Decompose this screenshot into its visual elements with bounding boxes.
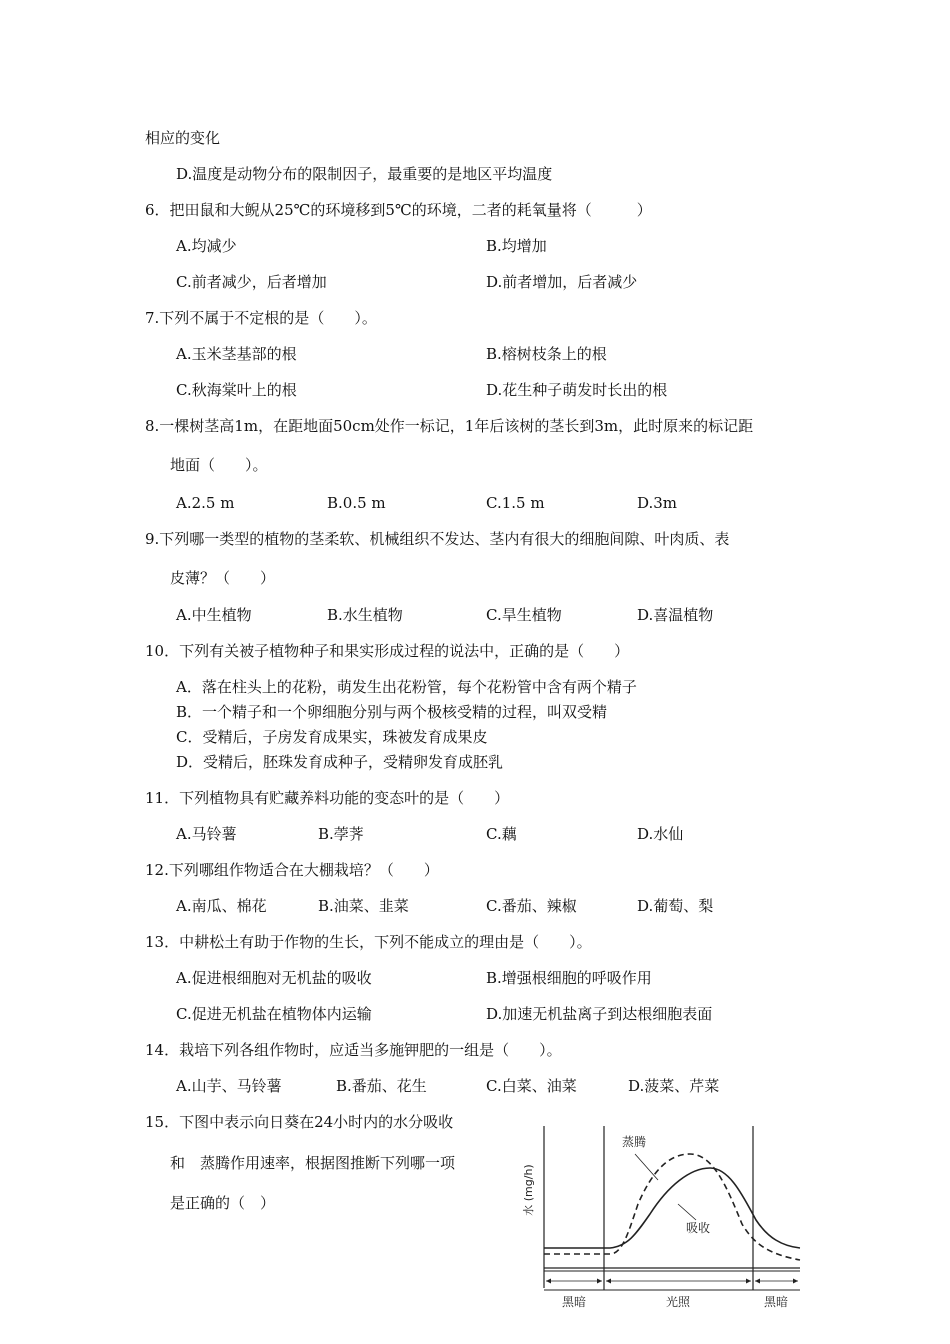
arrowhead: [597, 1279, 602, 1284]
q8-option-c: C.1.5 m: [486, 494, 545, 512]
q10-option-a: A．落在柱头上的花粉，萌发生出花粉管，每个花粉管中含有两个精子: [176, 678, 637, 696]
q14-option-d: D.菠菜、芹菜: [628, 1077, 720, 1095]
q6-option-a: A.均减少: [176, 237, 237, 255]
arrowhead: [755, 1279, 760, 1284]
arrowhead: [606, 1279, 611, 1284]
arrowhead: [793, 1279, 798, 1284]
q10-option-b: B．一个精子和一个卵细胞分别与两个极核受精的过程，叫双受精: [176, 703, 608, 721]
question-15-stem: 15．下图中表示向日葵在24小时内的水分吸收: [145, 1113, 454, 1131]
question-9-stem: 9.下列哪一类型的植物的茎柔软、机械组织不发达、茎内有很大的细胞间隙、叶肉质、表: [145, 530, 730, 548]
q11-option-b: B.荸荠: [318, 825, 364, 843]
q11-option-c: C.藕: [486, 825, 517, 843]
q8-option-b: B.0.5 m: [327, 494, 386, 512]
question-15-stem-cont: 和 蒸腾作用速率，根据图推断下列哪一项: [170, 1154, 456, 1172]
question-15-stem-end: 是正确的（ ）: [170, 1194, 276, 1212]
q7-option-c: C.秋海棠叶上的根: [176, 381, 297, 399]
q6-option-c: C.前者减少，后者增加: [176, 273, 327, 291]
q9-option-c: C.旱生植物: [486, 606, 562, 624]
q11-option-a: A.马铃薯: [176, 825, 237, 843]
period-dark-2: 黑暗: [763, 1295, 789, 1309]
q7-option-b: B.榕树枝条上的根: [486, 345, 607, 363]
q6-option-b: B.均增加: [486, 237, 547, 255]
q8-option-a: A.2.5 m: [176, 494, 235, 512]
q9-option-d: D.喜温植物: [637, 606, 714, 624]
q12-option-a: A.南瓜、棉花: [176, 897, 267, 915]
q12-option-d: D.葡萄、梨: [637, 897, 714, 915]
q6-option-d: D.前者增加，后者减少: [486, 273, 638, 291]
q14-option-a: A.山芋、马铃薯: [176, 1077, 282, 1095]
intro-continuation: 相应的变化: [145, 129, 221, 147]
q13-option-c: C.促进无机盐在植物体内运输: [176, 1005, 372, 1023]
period-light: 光照: [665, 1295, 691, 1309]
absorption-curve: [544, 1168, 800, 1248]
q8-option-d: D.3m: [637, 494, 678, 512]
question-12-stem: 12.下列哪组作物适合在大棚栽培？（ ）: [145, 861, 439, 879]
q12-option-b: B.油菜、韭菜: [318, 897, 409, 915]
q10-option-c: C．受精后，子房发育成果实，珠被发育成果皮: [176, 728, 488, 746]
question-14-stem: 14．栽培下列各组作物时，应适当多施钾肥的一组是（ ）。: [145, 1041, 562, 1059]
question-6-stem: 6．把田鼠和大鲵从25℃的环境移到5℃的环境，二者的耗氧量将（ ）: [145, 201, 652, 219]
q13-option-d: D.加速无机盐离子到达根细胞表面: [486, 1005, 713, 1023]
q9-option-a: A.中生植物: [176, 606, 252, 624]
arrowhead: [746, 1279, 751, 1284]
question-7-stem: 7.下列不属于不定根的是（ ）。: [145, 309, 377, 327]
q7-option-d: D.花生种子萌发时长出的根: [486, 381, 668, 399]
question-10-stem: 10．下列有关被子植物种子和果实形成过程的说法中，正确的是（ ）: [145, 642, 630, 660]
q11-option-d: D.水仙: [637, 825, 684, 843]
transpiration-curve: [544, 1154, 800, 1260]
q13-option-a: A.促进根细胞对无机盐的吸收: [176, 969, 372, 987]
transpiration-label: 蒸腾: [622, 1135, 647, 1149]
q14-option-b: B.番茄、花生: [336, 1077, 427, 1095]
arrowhead: [546, 1279, 551, 1284]
question-11-stem: 11．下列植物具有贮藏养料功能的变态叶的是（ ）: [145, 789, 510, 807]
question-8-stem-cont: 地面（ ）。: [170, 456, 268, 474]
water-rate-figure: [518, 1118, 808, 1318]
q14-option-c: C.白菜、油菜: [486, 1077, 577, 1095]
question-8-stem: 8.一棵树茎高1m，在距地面50cm处作一标记，1年后该树的茎长到3m，此时原来的标记距: [145, 417, 754, 435]
q10-option-d: D．受精后，胚珠发育成种子，受精卵发育成胚乳: [176, 753, 504, 771]
q7-option-a: A.玉米茎基部的根: [176, 345, 297, 363]
y-axis-label: 水 (mg/h): [522, 1164, 535, 1216]
intro-option-d: D.温度是动物分布的限制因子，最重要的是地区平均温度: [176, 165, 553, 183]
period-dark-1: 黑暗: [561, 1295, 587, 1309]
q13-option-b: B.增强根细胞的呼吸作用: [486, 969, 652, 987]
q12-option-c: C.番茄、辣椒: [486, 897, 577, 915]
question-13-stem: 13．中耕松土有助于作物的生长，下列不能成立的理由是（ ）。: [145, 933, 592, 951]
question-9-stem-cont: 皮薄？（ ）: [170, 569, 276, 587]
absorption-label: 吸收: [686, 1221, 711, 1235]
q9-option-b: B.水生植物: [327, 606, 403, 624]
absorption-leader: [678, 1204, 696, 1220]
transpiration-leader: [635, 1154, 658, 1180]
